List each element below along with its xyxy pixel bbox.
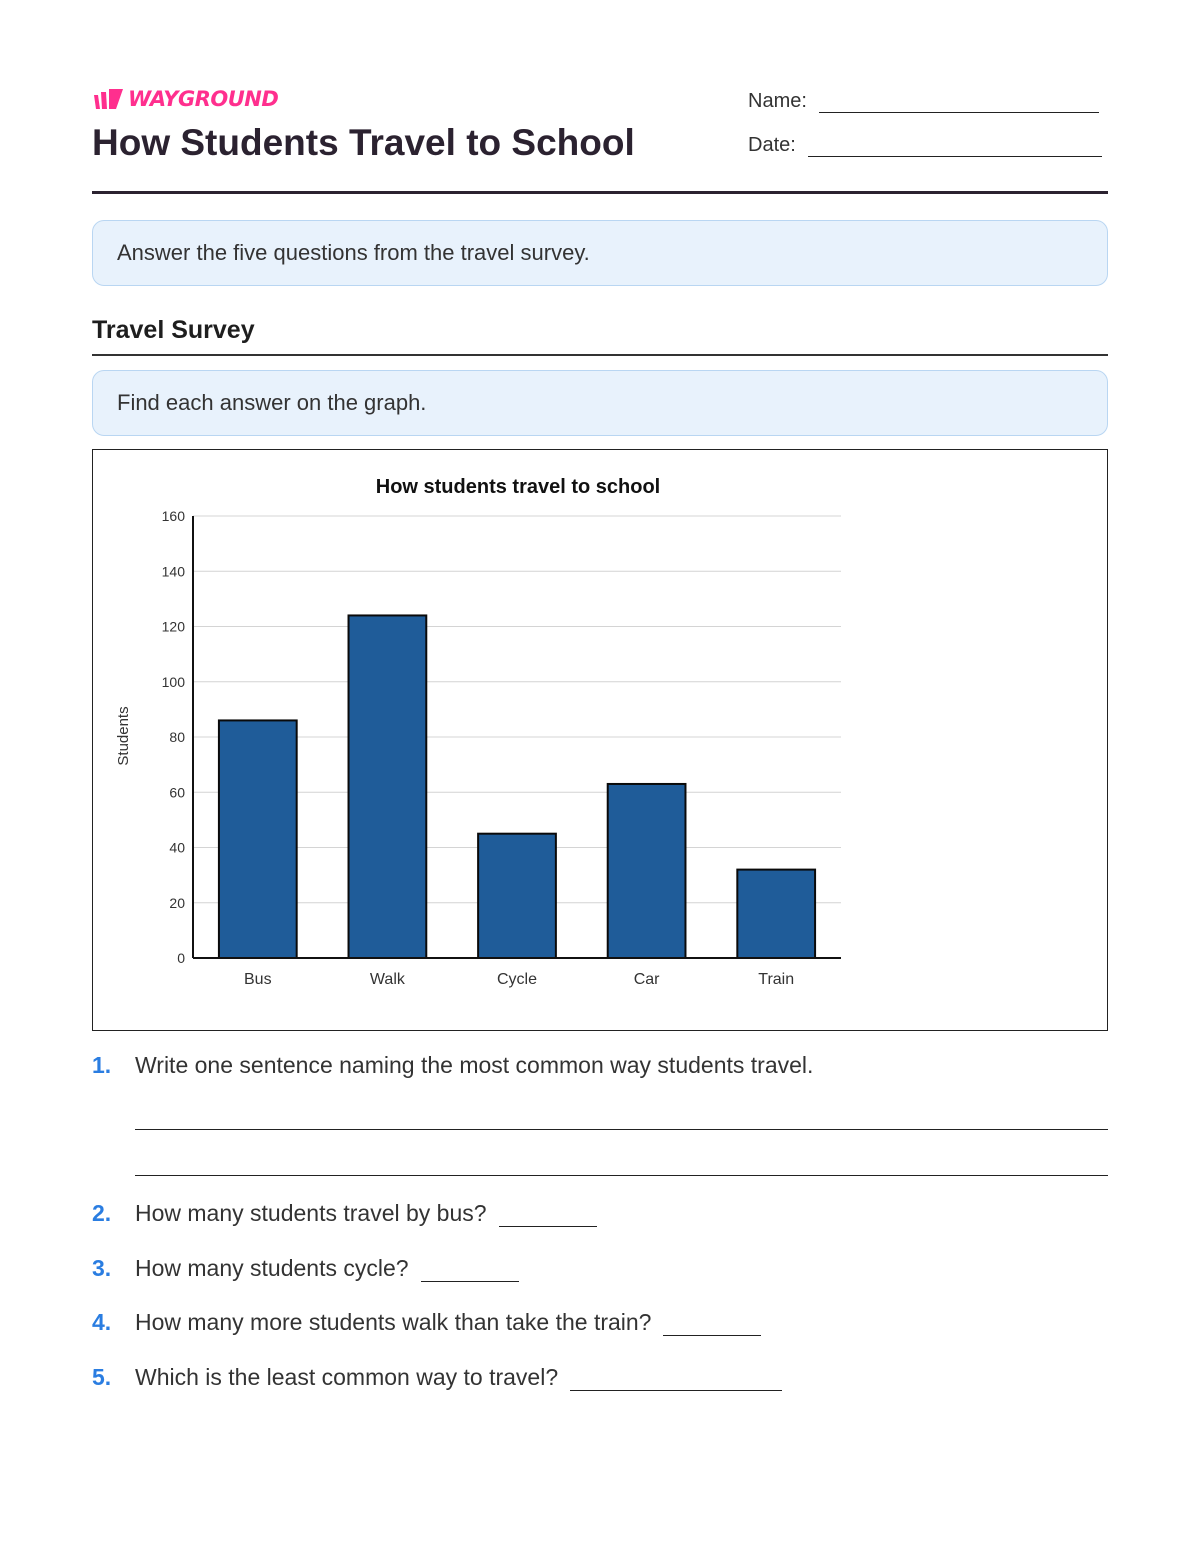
question-1 (92, 1052, 813, 1079)
y-tick-label: 60 (169, 784, 185, 801)
bar-bus (219, 720, 297, 958)
date-field[interactable] (808, 137, 1102, 157)
instructions-text: Answer the five questions from the travel survey. (117, 240, 590, 265)
page-title: How Students Travel to School (92, 122, 635, 163)
wayground-logo-icon (92, 87, 124, 111)
x-tick-label: Train (758, 971, 795, 988)
question-5 (92, 1364, 782, 1391)
question-3 (92, 1255, 519, 1282)
x-tick-label: Cycle (496, 971, 538, 988)
x-tick-label: Car (633, 971, 660, 988)
section-divider (92, 354, 1108, 356)
y-tick-label: 20 (169, 894, 185, 911)
bar-cycle (478, 834, 556, 958)
answer-blank-3[interactable] (421, 1260, 519, 1282)
bar-walk (349, 615, 427, 958)
question-text: Which is the least common way to travel? (135, 1364, 559, 1390)
answer-blank-4[interactable] (663, 1314, 761, 1336)
question-text: Write one sentence naming the most common way students travel. (135, 1052, 814, 1078)
date-row (748, 134, 1102, 157)
answer-line-1b[interactable] (135, 1175, 1108, 1176)
y-tick-label: 80 (169, 729, 185, 745)
x-tick-label: Walk (369, 971, 405, 988)
question-2 (92, 1200, 597, 1227)
question-number: 1. (92, 1052, 112, 1078)
bar-train (737, 870, 815, 958)
question-number: 2. (92, 1200, 112, 1226)
bar-chart (93, 450, 1106, 1029)
name-label: Name: (748, 90, 807, 112)
section-title: Travel Survey (92, 316, 255, 344)
name-row (748, 90, 1099, 113)
bar-car (608, 784, 686, 958)
y-tick-label: 140 (161, 563, 185, 580)
y-tick-label: 120 (161, 618, 185, 635)
chart-container (92, 449, 1108, 1031)
question-number: 4. (92, 1309, 112, 1335)
y-tick-label: 0 (177, 950, 185, 966)
answer-blank-2[interactable] (499, 1205, 597, 1227)
chart-y-axis-label: Students (115, 706, 132, 766)
section-note-text: Find each answer on the graph. (117, 390, 427, 415)
chart-title: How students travel to school (375, 476, 661, 498)
header-divider (92, 191, 1108, 194)
question-number: 3. (92, 1255, 112, 1281)
y-tick-label: 160 (161, 508, 185, 524)
date-label: Date: (748, 134, 796, 156)
instructions-box (92, 220, 1108, 286)
name-field[interactable] (819, 93, 1099, 113)
x-tick-label: Bus (244, 971, 272, 988)
question-4 (92, 1309, 761, 1336)
brand-logo (92, 86, 278, 112)
brand-name: WAYGROUND (128, 87, 279, 111)
answer-blank-5[interactable] (570, 1369, 782, 1391)
y-tick-label: 40 (169, 839, 185, 856)
question-text: How many students cycle? (135, 1255, 409, 1281)
question-number: 5. (92, 1364, 112, 1390)
answer-line-1a[interactable] (135, 1129, 1108, 1130)
section-note-box (92, 370, 1108, 436)
y-tick-label: 100 (161, 673, 185, 690)
question-text: How many students travel by bus? (135, 1200, 487, 1226)
question-text: How many more students walk than take the train? (135, 1309, 652, 1335)
